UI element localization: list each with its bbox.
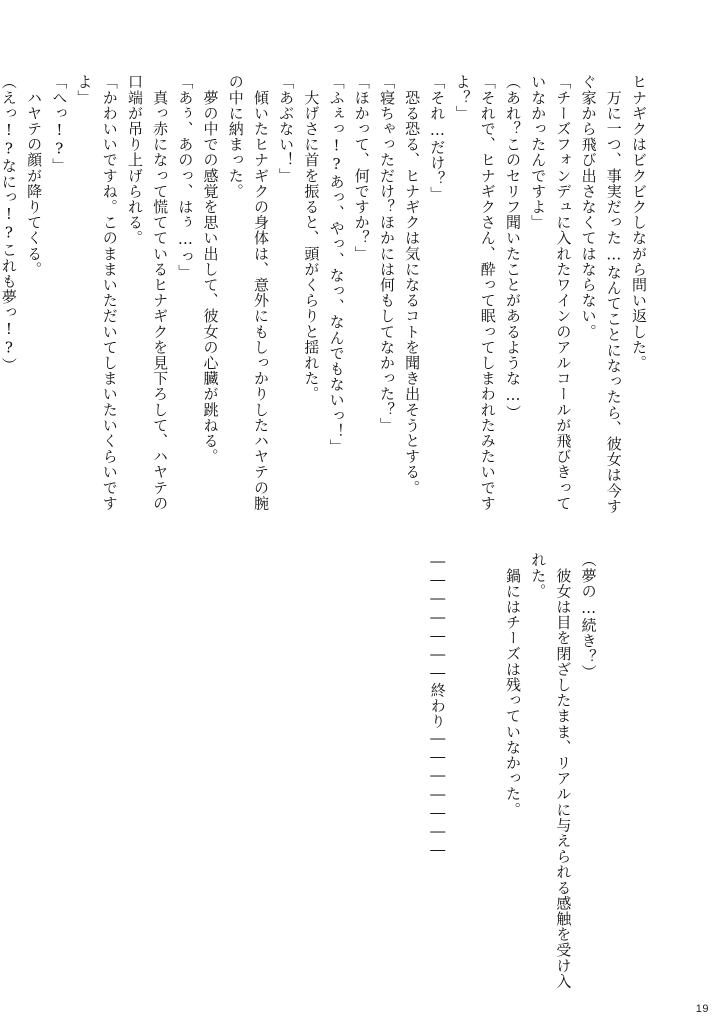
text-line: れた。 [529, 552, 548, 599]
text-line: 「それで、ヒナギクさん、酔って眠ってしまわれたみたいです [478, 74, 497, 511]
text-line: 大げさに首を振ると、頭がくらりと揺れた。 [302, 74, 321, 402]
text-line: （あれ？このセリフ聞いたことがあるような…） [503, 74, 522, 421]
page-number: 19 [695, 1003, 709, 1015]
text-line: ぐ家から飛び出さなくてはならない。 [579, 74, 598, 340]
text-line: 「あぶない！」 [277, 74, 296, 184]
text-line: 真っ赤になって慌てているヒナギクを見下ろして、ハヤテの [151, 74, 170, 511]
text-line: 「寝ちゃっただけ？ほかには何もしてなかった？」 [377, 74, 396, 433]
story-text-lower [374, 552, 651, 989]
story-text-upper [0, 74, 651, 544]
text-line: 「ほかって、何ですか？」 [352, 74, 371, 262]
text-line: （夢の…続き？） [579, 552, 598, 680]
text-line: 「かわいいですね。このままいただいてしまいたいくらいです [100, 74, 119, 511]
text-line: ヒナギクはビクビクしながら問い返した。 [630, 74, 648, 371]
end-mark: ―――――――終わり――――――― [428, 552, 447, 860]
text-line: 彼女は目を閉ざしたまま、リアルに与えられる感触を受け入 [554, 552, 573, 989]
text-line: 鍋にはチーズは残っていなかった。 [503, 552, 522, 818]
text-line: 「チーズフォンデュに入れたワインのアルコールが飛びきって [554, 74, 573, 511]
text-line: 恐る恐る、ヒナギクは気になるコトを聞き出そうとする。 [403, 74, 422, 496]
text-line: 「あぅ、あのっ、はぅ…っ」 [176, 74, 195, 280]
text-line: よ」 [75, 74, 94, 106]
text-line: 「それ…だけ？」 [428, 74, 447, 202]
text-line: 傾いたヒナギクの身体は、意外にもしっかりしたハヤテの腕 [251, 74, 270, 511]
text-line: （えっ!?なにっ!?これも夢っ!?） [0, 74, 18, 373]
text-line: 万に一つ、事実だった…なんてことになったら、彼女は今す [604, 74, 623, 514]
text-line: の中に納まった。 [226, 74, 245, 199]
text-line: 「ふぇっ!?あっ、やっ、なっ、なんでもないっ！」 [327, 74, 346, 455]
text-line: 口端が吊り上げられる。 [125, 74, 144, 246]
text-line: よ？」 [453, 74, 472, 121]
text-line: 夢の中での感覚を思い出して、彼女の心臓が跳ねる。 [201, 74, 220, 464]
text-line: ハヤテの顔が降りてくる。 [25, 74, 44, 277]
text-line: 「へっ!?」 [50, 74, 69, 174]
text-line: いなかったんですよ」 [529, 74, 548, 230]
